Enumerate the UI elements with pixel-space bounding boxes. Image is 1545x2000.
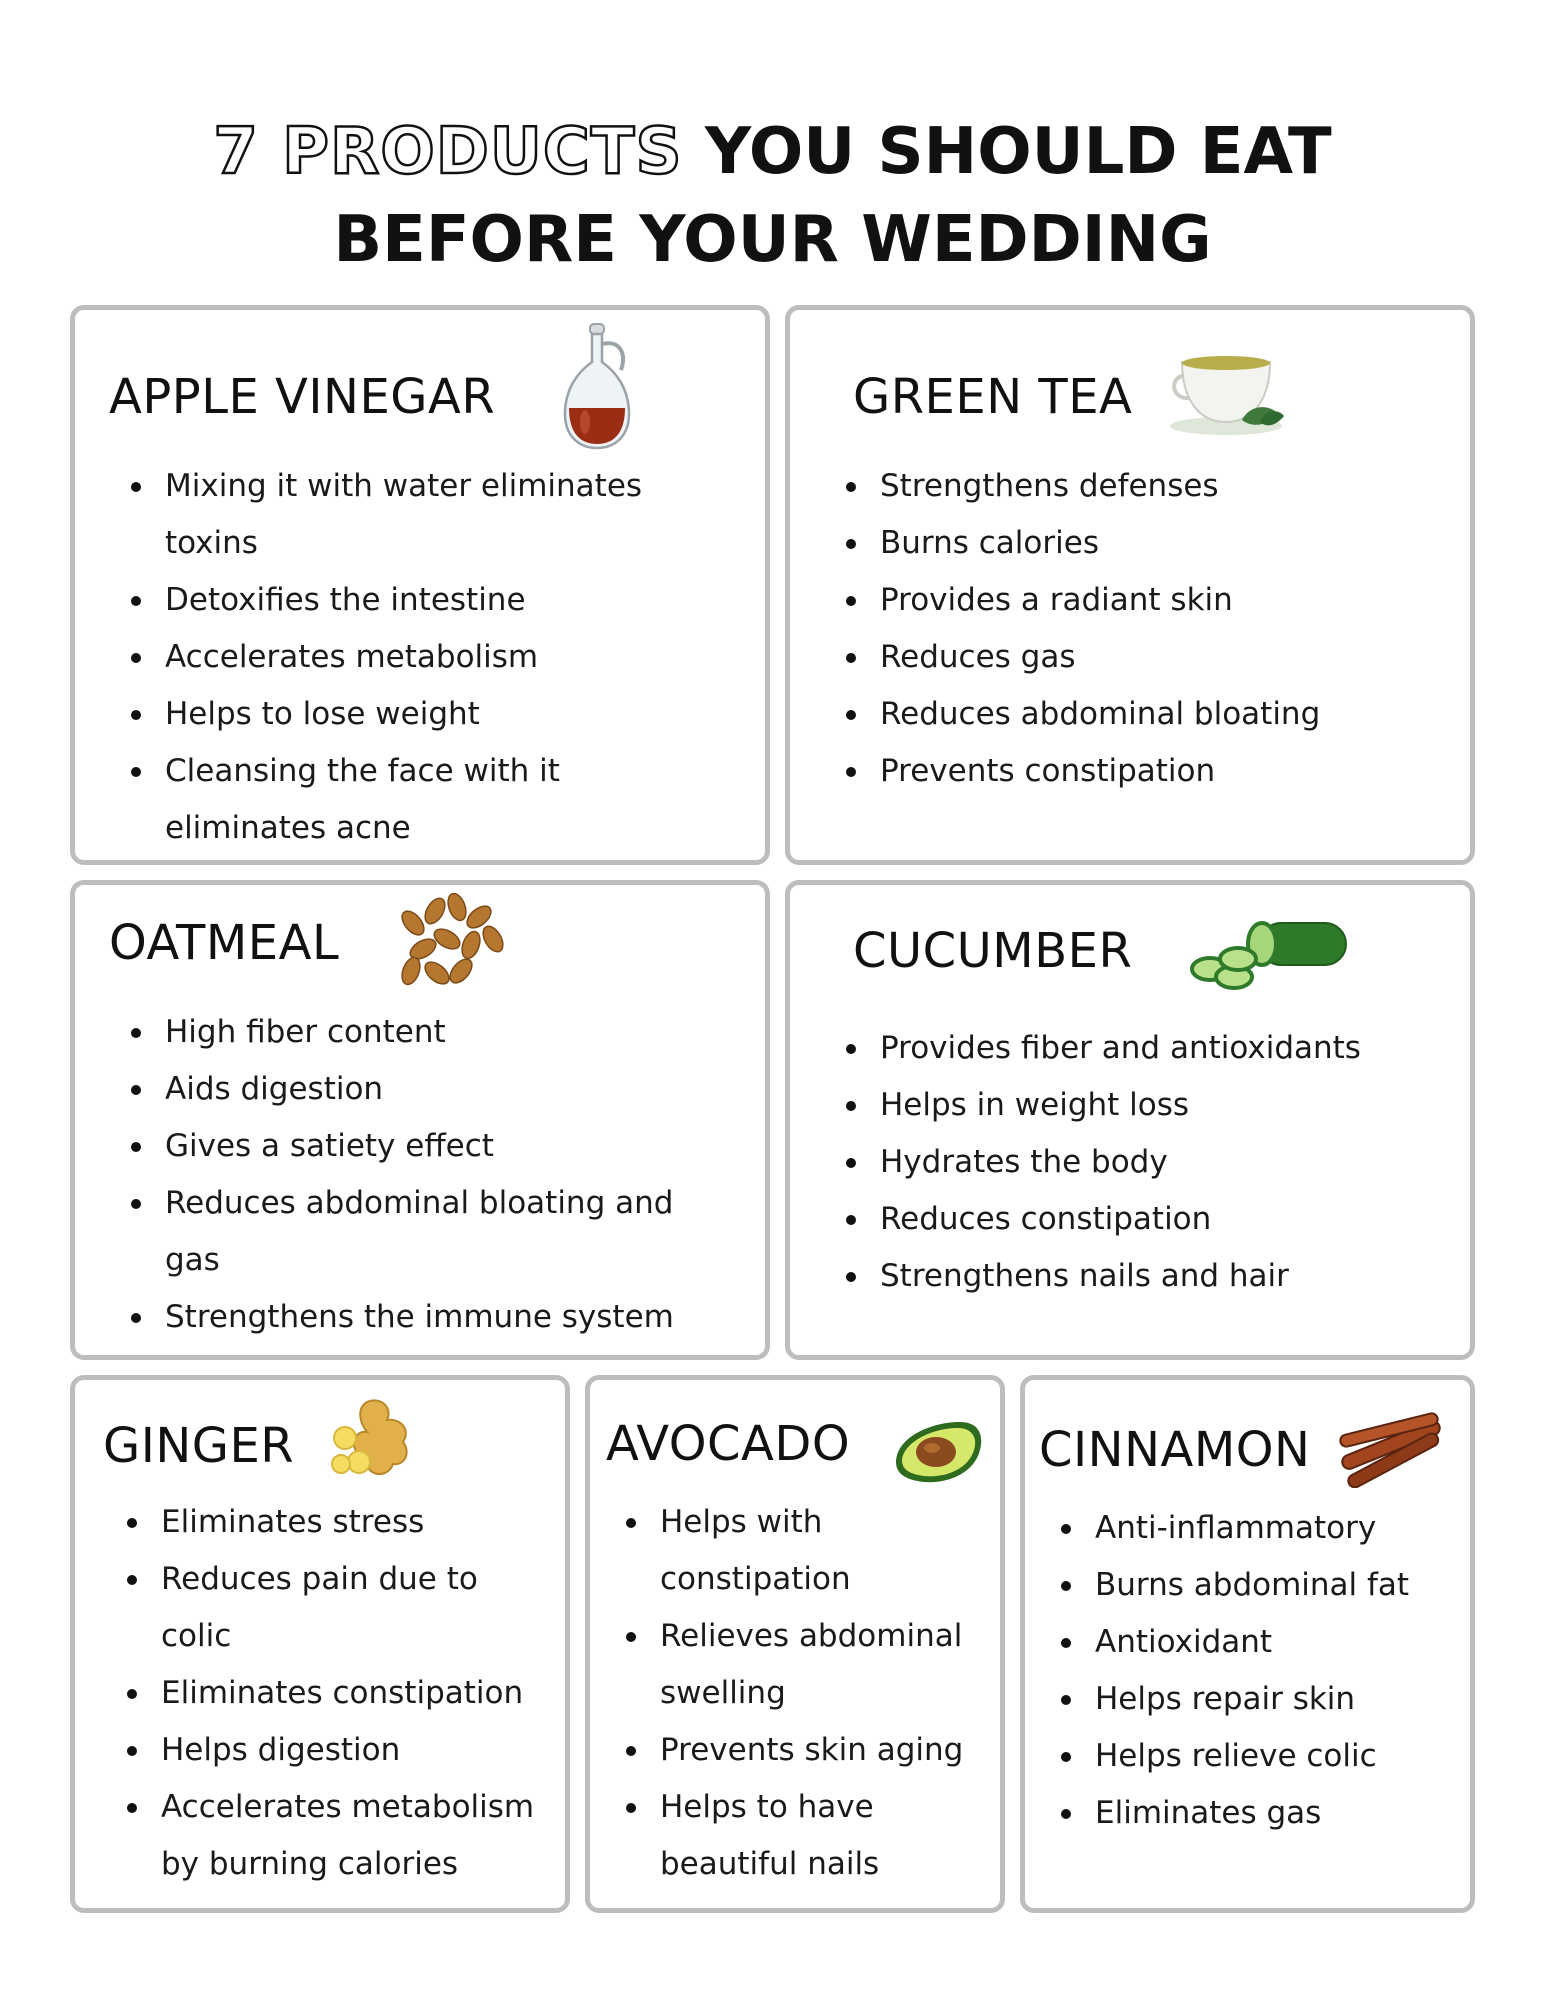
card-title: AVOCADO <box>606 1416 851 1472</box>
list-item: Helps digestion <box>161 1722 561 1779</box>
card-avocado <box>585 1375 1005 1913</box>
list-item: Helps relieve colic <box>1095 1728 1465 1785</box>
benefit-list <box>161 1494 561 1893</box>
list-item: Strengthens nails and hair <box>880 1248 1450 1305</box>
title-line-1 <box>0 108 1545 196</box>
list-item: Helps to have beautiful nails <box>660 1779 1000 1893</box>
list-item: Strengthens defenses <box>880 458 1450 515</box>
list-item: Helps with constipation <box>660 1494 1000 1608</box>
benefit-list <box>660 1494 1000 1893</box>
list-item: Prevents constipation <box>880 743 1450 800</box>
list-item: Detoxifies the intestine <box>165 572 745 629</box>
card-title: OATMEAL <box>109 915 340 971</box>
cucumber-icon <box>1190 919 1350 999</box>
list-item: Reduces constipation <box>880 1191 1450 1248</box>
card-title: CUCUMBER <box>853 923 1133 979</box>
list-item: Cleansing the face with it eliminates acne <box>165 743 745 857</box>
page-title <box>0 108 1545 284</box>
card-title: GINGER <box>103 1418 295 1474</box>
list-item: Prevents skin aging <box>660 1722 1000 1779</box>
list-item: Provides fiber and antioxidants <box>880 1020 1450 1077</box>
list-item: Reduces abdominal bloating <box>880 686 1450 743</box>
card-title: APPLE VINEGAR <box>109 369 496 425</box>
benefit-list <box>165 458 745 857</box>
benefit-list <box>1095 1500 1465 1842</box>
list-item: Burns calories <box>880 515 1450 572</box>
list-item: Antioxidant <box>1095 1614 1465 1671</box>
list-item: Helps to lose weight <box>165 686 745 743</box>
list-item: Accelerates metabolism by burning calories <box>161 1779 561 1893</box>
card-oatmeal <box>70 880 770 1360</box>
title-outline-text: 7 PRODUCTS <box>213 115 683 189</box>
list-item: Gives a satiety effect <box>165 1118 755 1175</box>
card-cinnamon <box>1020 1375 1475 1913</box>
card-title: CINNAMON <box>1039 1422 1311 1478</box>
list-item: Relieves abdominal swelling <box>660 1608 1000 1722</box>
list-item: Eliminates constipation <box>161 1665 561 1722</box>
list-item: Reduces gas <box>880 629 1450 686</box>
card-title: GREEN TEA <box>853 369 1133 425</box>
card-cucumber <box>785 880 1475 1360</box>
card-ginger <box>70 1375 570 1913</box>
list-item: Eliminates gas <box>1095 1785 1465 1842</box>
list-item: Aids digestion <box>165 1061 755 1118</box>
list-item: Helps repair skin <box>1095 1671 1465 1728</box>
card-green-tea <box>785 305 1475 865</box>
avocado-icon <box>890 1416 986 1488</box>
benefit-list <box>880 458 1450 800</box>
title-line-2: BEFORE YOUR WEDDING <box>333 203 1212 277</box>
card-apple-vinegar <box>70 305 770 865</box>
list-item: Reduces abdominal bloating and gas <box>165 1175 755 1289</box>
ginger-root-icon <box>327 1394 419 1486</box>
list-item: Hydrates the body <box>880 1134 1450 1191</box>
list-item: Eliminates stress <box>161 1494 561 1551</box>
list-item: Accelerates metabolism <box>165 629 745 686</box>
green-tea-cup-icon <box>1168 348 1288 438</box>
list-item: Burns abdominal fat <box>1095 1557 1465 1614</box>
list-item: High fiber content <box>165 1004 755 1061</box>
vinegar-bottle-icon <box>557 322 637 452</box>
list-item: Strengthens the immune system <box>165 1289 755 1346</box>
list-item: Helps in weight loss <box>880 1077 1450 1134</box>
list-item: Provides a radiant skin <box>880 572 1450 629</box>
benefit-list <box>165 1004 755 1346</box>
cinnamon-sticks-icon <box>1337 1408 1445 1488</box>
list-item: Reduces pain due to colic <box>161 1551 561 1665</box>
title-solid-text: YOU SHOULD EAT <box>704 115 1332 189</box>
list-item: Anti-inflammatory <box>1095 1500 1465 1557</box>
oat-grains-icon <box>393 893 511 989</box>
benefit-list <box>880 1020 1450 1305</box>
list-item: Mixing it with water eliminates toxins <box>165 458 745 572</box>
